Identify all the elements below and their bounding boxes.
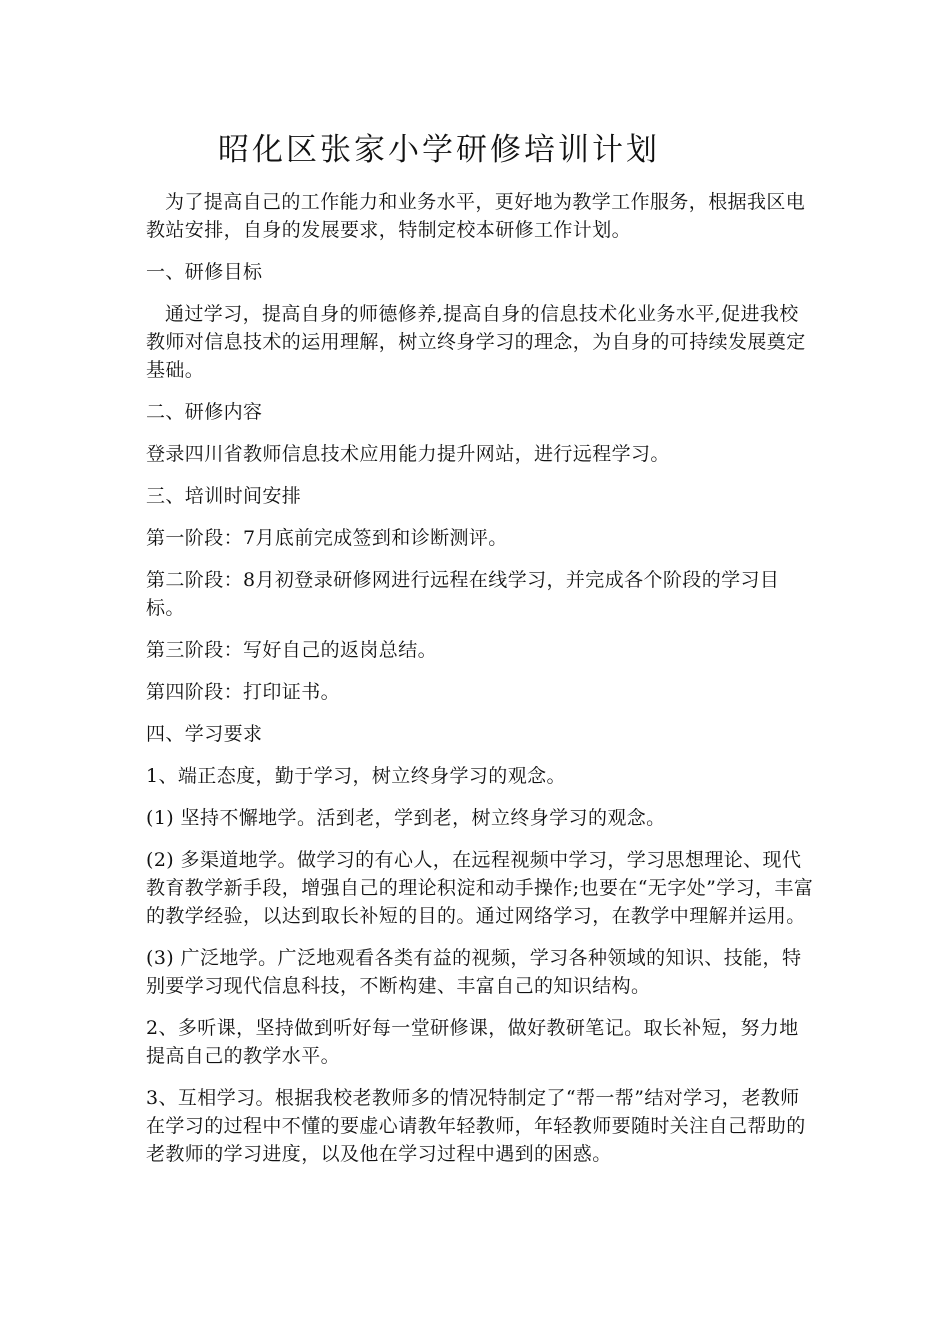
section-heading-requirements: 四、学习要求 bbox=[146, 723, 263, 745]
requirement-1-sub-3: (3) 广泛地学。广泛地观看各类有益的视频，学习各种领域的知识、技能，特别要学习现代信息科技，不断构建、丰富自己的知识结构。 bbox=[146, 947, 802, 997]
section-heading-goals: 一、研修目标 bbox=[146, 261, 263, 283]
content-paragraph: 登录四川省教师信息技术应用能力提升网站，进行远程学习。 bbox=[146, 443, 670, 465]
requirement-3: 3、互相学习。根据我校老教师多的情况特制定了“帮一帮”结对学习，老教师在学习的过程中不懂的要虚心请教年轻教师，年轻教师要随时关注自己帮助的老教师的学习进度，以及他在学习过程中遇到的困惑。 bbox=[146, 1087, 806, 1165]
document-title: 昭化区张家小学研修培训计划 bbox=[218, 132, 660, 168]
requirement-1-sub-1: (1) 坚持不懈地学。活到老，学到老，树立终身学习的观念。 bbox=[146, 807, 666, 829]
requirement-1-sub-2: (2) 多渠道地学。做学习的有心人，在远程视频中学习，学习思想理论、现代教育教学新手段，增强自己的理论积淀和动手操作;也要在“无字处”学习，丰富的教学经验，以达到取长补短的目的。通过网络学习，在教学中理解并运用。 bbox=[146, 849, 814, 927]
requirement-2: 2、多听课，坚持做到听好每一堂研修课，做好教研笔记。取长补短，努力地提高自己的教学水平。 bbox=[146, 1017, 799, 1067]
goals-paragraph: 通过学习，提高自身的师德修养,提高自身的信息技术化业务水平,促进我校教师对信息技术的运用理解，树立终身学习的理念，为自身的可持续发展奠定基础。 bbox=[146, 303, 806, 381]
document-body bbox=[146, 128, 814, 1182]
schedule-stage-1: 第一阶段：7月底前完成签到和诊断测评。 bbox=[146, 527, 508, 549]
requirement-1: 1、端正态度，勤于学习，树立终身学习的观念。 bbox=[146, 765, 566, 787]
section-heading-content: 二、研修内容 bbox=[146, 401, 263, 423]
schedule-stage-4: 第四阶段：打印证书。 bbox=[146, 681, 341, 703]
intro-paragraph: 为了提高自己的工作能力和业务水平，更好地为教学工作服务，根据我区电教站安排，自身的发展要求，特制定校本研修工作计划。 bbox=[146, 191, 806, 241]
schedule-stage-3: 第三阶段：写好自己的返岗总结。 bbox=[146, 639, 438, 661]
schedule-stage-2: 第二阶段：8月初登录研修网进行远程在线学习，并完成各个阶段的学习目标。 bbox=[146, 569, 780, 619]
section-heading-schedule: 三、培训时间安排 bbox=[146, 485, 302, 507]
